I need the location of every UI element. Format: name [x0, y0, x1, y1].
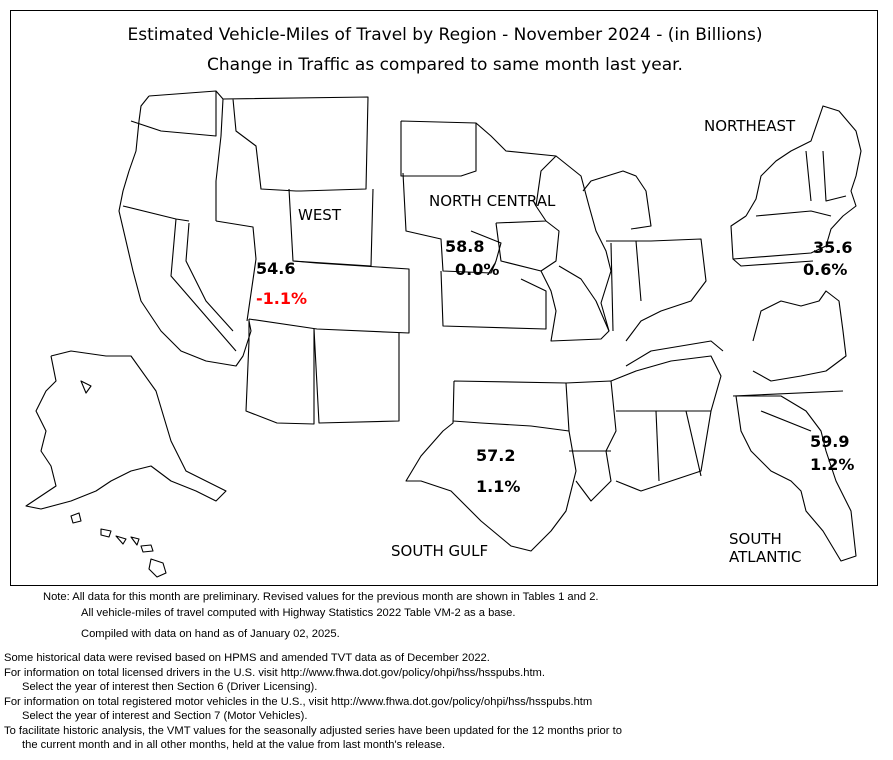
note-vehicles-line1: For information on total registered motor vehicles in the U.S., visit http://www.fhwa.dot.gov/policy/ohpi/hss/hsspubs.htm [4, 696, 593, 708]
hawaii-islands [101, 529, 166, 577]
alaska-outline [26, 351, 226, 509]
note-revision: Some historical data were revised based on HPMS and amended TVT data as of December 2022. [4, 652, 490, 664]
west-vmt-value: 54.6 [256, 259, 296, 278]
south-atlantic-label-line2: ATLANTIC [729, 548, 802, 566]
northeast-vmt-value: 35.6 [813, 238, 853, 257]
ne-split-1 [806, 151, 811, 201]
utah [216, 221, 256, 321]
nd-sd [401, 121, 476, 176]
ky [626, 341, 723, 366]
west-region-outline [119, 91, 409, 424]
sa-split-2 [761, 411, 811, 431]
south-atlantic-change-value: 1.2% [810, 455, 855, 474]
ca-inner [186, 223, 233, 331]
us-region-map [11, 11, 878, 586]
note-preliminary: Note: All data for this month are preliminary. Revised values for the previous month are shown in Tables 1 and 2. [43, 591, 599, 603]
idaho [216, 91, 223, 221]
west-coast-outline [119, 96, 251, 366]
ne-split-2 [823, 151, 846, 201]
map-title: Estimated Vehicle-Miles of Travel by Region - November 2024 - (in Billions) [127, 25, 763, 45]
north-central-region-label: NORTH CENTRAL [429, 192, 556, 210]
south-atlantic-outline [733, 291, 856, 561]
note-compiled: Compiled with data on hand as of January 02, 2025. [81, 628, 340, 640]
alaska-island-2 [81, 381, 91, 393]
ok-tx-split [453, 421, 569, 431]
new-mexico [314, 329, 399, 423]
north-central-change-value: 0.0% [455, 260, 500, 279]
south-atlantic-label-line1: SOUTH [729, 530, 782, 548]
south-gulf-region-label: SOUTH GULF [391, 542, 489, 560]
west-change-value: -1.1% [256, 289, 308, 308]
alaska-island-1 [71, 513, 81, 523]
map-subtitle: Change in Traffic as compared to same month last year. [207, 55, 683, 75]
montana [223, 97, 368, 191]
oklahoma-texas [406, 381, 576, 551]
west-region-label: WEST [298, 206, 341, 224]
south-gulf-vmt-value: 57.2 [476, 446, 516, 465]
wisconsin-illinois [556, 156, 611, 331]
washington-oregon [131, 91, 216, 136]
missouri [541, 266, 609, 341]
note-drivers-line2: Select the year of interest then Section 6 (Driver Licensing). [22, 681, 318, 693]
indiana-ohio [606, 239, 706, 341]
ny-pa [733, 259, 813, 266]
north-central-outline [401, 121, 706, 341]
ms-al-split [656, 411, 659, 481]
map-frame [10, 10, 878, 586]
ne-split-3 [756, 211, 831, 216]
south-gulf-outline [406, 341, 723, 551]
wv-va [753, 291, 846, 381]
ms-al-tn [611, 356, 721, 491]
northeast-region-label: NORTHEAST [704, 117, 796, 135]
south-atlantic-vmt-value: 59.9 [810, 432, 850, 451]
north-central-vmt-value: 58.8 [445, 237, 485, 256]
al-ga-split [686, 411, 701, 476]
nebraska-kansas [441, 271, 546, 329]
sd-ne [403, 173, 501, 273]
arizona-nm [246, 319, 314, 424]
nevada [171, 219, 236, 351]
south-gulf-change-value: 1.1% [476, 477, 521, 496]
oregon-california [123, 206, 189, 221]
note-seasonal-line2: the current month and in all other months, held at the value from last month's release. [22, 739, 446, 751]
il-in-split [611, 243, 613, 331]
note-drivers-line1: For information on total licensed drivers in the U.S. visit http://www.fhwa.dot.gov/policy/ohpi/hss/hsspubs.htm. [4, 667, 545, 679]
in-oh-split [636, 241, 641, 301]
note-seasonal-line1: To facilitate historic analysis, the VMT values for the seasonally adjusted series have been updated for the 12 months prior to [4, 725, 622, 737]
note-vehicles-line2: Select the year of interest and Section 7 (Motor Vehicles). [22, 710, 308, 722]
iowa [496, 221, 559, 271]
note-base: All vehicle-miles of travel computed with Highway Statistics 2022 Table VM-2 as a base. [81, 607, 516, 619]
wyoming-box [289, 189, 373, 266]
sa-split-1 [733, 391, 843, 396]
northeast-change-value: 0.6% [803, 260, 848, 279]
